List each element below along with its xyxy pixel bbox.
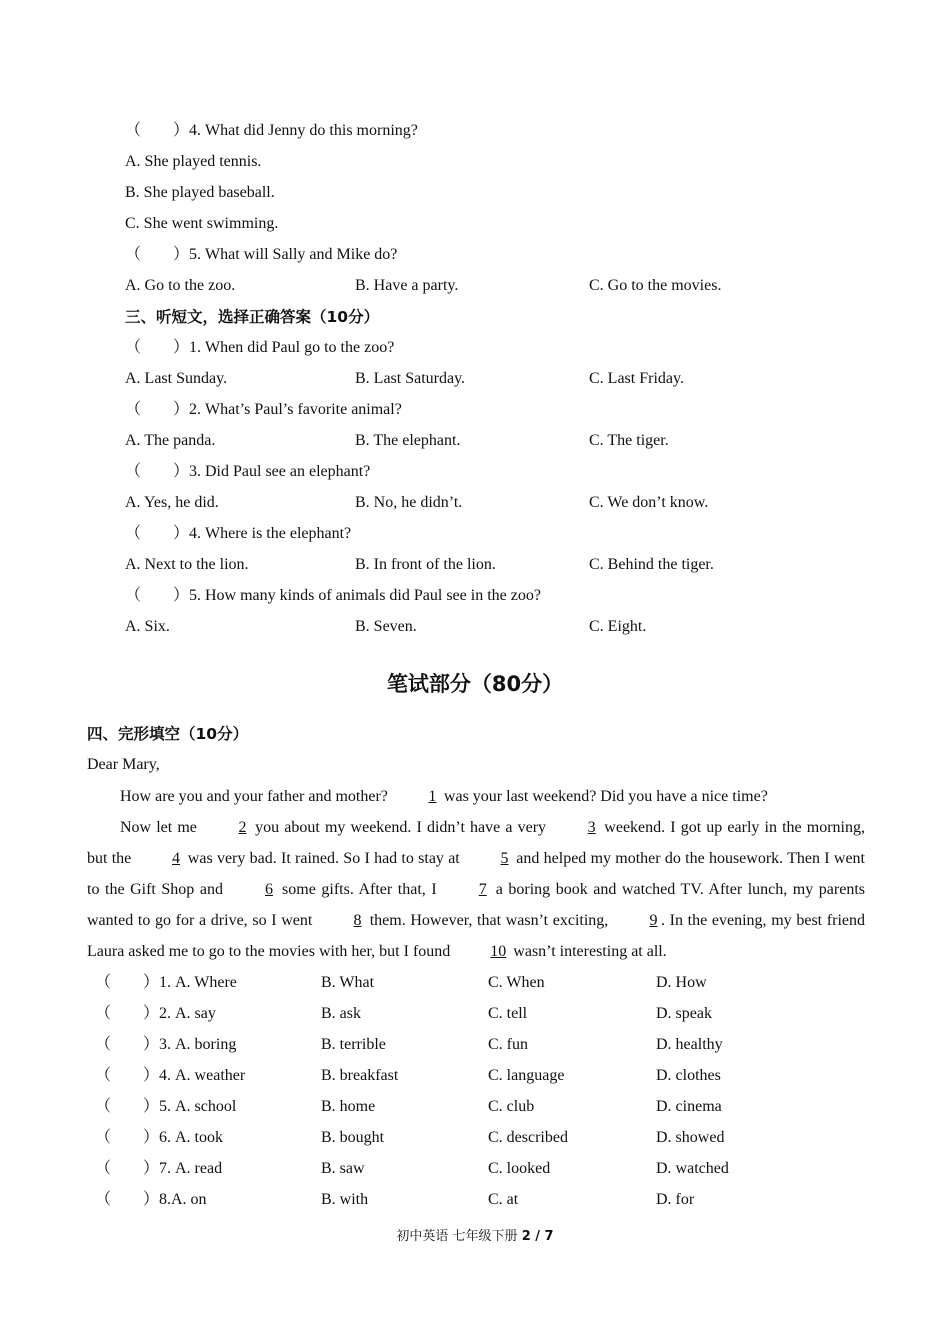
option-d: D. healthy [656, 1036, 723, 1053]
page-footer [0, 1225, 950, 1244]
question-text: （ ）5. How many kinds of animals did Paul see in the zoo? [125, 587, 541, 604]
section-heading: 三、听短文，选择正确答案（10分） [125, 308, 380, 326]
option-b: B. Last Saturday. [355, 370, 466, 387]
passage-paragraph: Now let me 2 you about my weekend. I didn’t have a very 3 weekend. I got up early in the morning, but the 4 was very bad. It rained. So I had to stay at 5 and helped my mother do the housework. Then I went to the Gift Shop and 6 some gifts. After that, I 7 a boring book and watched TV. After lunch, my parents wanted to go for a drive, so I went 8 them. However, that wasn’t exciting, 9 . In the evening, my best friend Laura asked me to go to the movies with her, but I found 10 wasn’t interesting at all. [87, 812, 865, 967]
option-b: B. breakfast [321, 1067, 399, 1084]
question-text: （ ）2. What’s Paul’s favorite animal? [125, 401, 402, 418]
option-b: B. bought [321, 1129, 385, 1146]
blank: 6 [265, 881, 273, 898]
blank: 4 [172, 850, 181, 867]
option-b: B. home [321, 1098, 376, 1115]
blank: 5 [500, 850, 509, 867]
option-a: A. Yes, he did. [125, 494, 219, 511]
question-text: （ ）3. Did Paul see an elephant? [125, 463, 371, 480]
option-c: C. club [488, 1098, 535, 1115]
option-b: B. The elephant. [355, 432, 461, 449]
option-b: B. terrible [321, 1036, 386, 1053]
question-text: （ ）4. What did Jenny do this morning? [125, 122, 418, 139]
passage-paragraph: How are you and your father and mother? 1 was your last weekend? Did you have a nice time? [87, 781, 865, 812]
option-d: D. How [656, 974, 707, 991]
answer-question: （ ）6. A. took [95, 1129, 224, 1146]
option-a: A. Last Sunday. [125, 370, 228, 387]
answer-question: （ ）5. A. school [95, 1098, 237, 1115]
page-number: 2 / 7 [521, 1229, 554, 1244]
option-c: C. Behind the tiger. [589, 556, 714, 573]
option-c: C. looked [488, 1160, 551, 1177]
option-d: D. speak [656, 1005, 712, 1022]
blank: 8 [353, 912, 362, 929]
option-b: B. She played baseball. [125, 184, 275, 201]
answer-question: （ ）7. A. read [95, 1160, 223, 1177]
option-b: B. What [321, 974, 375, 991]
option-c: C. language [488, 1067, 565, 1084]
question-text: （ ）1. When did Paul go to the zoo? [125, 339, 395, 356]
option-d: D. clothes [656, 1067, 721, 1084]
option-a: A. Go to the zoo. [125, 277, 236, 294]
question-text: （ ）4. Where is the elephant? [125, 525, 352, 542]
question-text: （ ）5. What will Sally and Mike do? [125, 246, 398, 263]
option-d: D. showed [656, 1129, 725, 1146]
option-c: C. described [488, 1129, 568, 1146]
option-c: C. We don’t know. [589, 494, 709, 511]
option-c: C. She went swimming. [125, 215, 279, 232]
option-a: A. Next to the lion. [125, 556, 249, 573]
blank: 9 [649, 912, 658, 929]
option-b: B. Seven. [355, 618, 417, 635]
option-a: A. Six. [125, 618, 170, 635]
blank: 10 [490, 943, 507, 960]
option-b: B. ask [321, 1005, 361, 1022]
option-a: A. The panda. [125, 432, 216, 449]
option-c: C. at [488, 1191, 519, 1208]
answer-question: （ ）1. A. Where [95, 974, 237, 991]
option-b: B. No, he didn’t. [355, 494, 463, 511]
answer-question: （ ）4. A. weather [95, 1067, 246, 1084]
answer-question: （ ）2. A. say [95, 1005, 216, 1022]
option-c: C. fun [488, 1036, 528, 1053]
option-a: A. She played tennis. [125, 153, 262, 170]
option-c: C. tell [488, 1005, 528, 1022]
section-heading: 四、完形填空（10分） [87, 725, 249, 743]
answer-question: （ ）3. A. boring [95, 1036, 237, 1053]
footer-text: 初中英语 七年级下册 [396, 1229, 522, 1244]
option-d: D. cinema [656, 1098, 722, 1115]
blank: 3 [587, 819, 596, 836]
option-c: C. The tiger. [589, 432, 669, 449]
option-b: B. saw [321, 1160, 365, 1177]
blank: 7 [478, 881, 487, 898]
blank: 2 [238, 819, 247, 836]
option-c: C. Last Friday. [589, 370, 684, 387]
letter-salutation: Dear Mary, [87, 756, 160, 773]
answer-question: （ ）8.A. on [95, 1191, 207, 1208]
page-section-title: 笔试部分（80分） [386, 672, 564, 696]
blank: 1 [428, 788, 437, 805]
option-b: B. In front of the lion. [355, 556, 496, 573]
option-b: B. with [321, 1191, 369, 1208]
option-b: B. Have a party. [355, 277, 459, 294]
option-c: C. Eight. [589, 618, 647, 635]
option-d: D. for [656, 1191, 695, 1208]
option-c: C. Go to the movies. [589, 277, 722, 294]
option-c: C. When [488, 974, 545, 991]
option-d: D. watched [656, 1160, 729, 1177]
